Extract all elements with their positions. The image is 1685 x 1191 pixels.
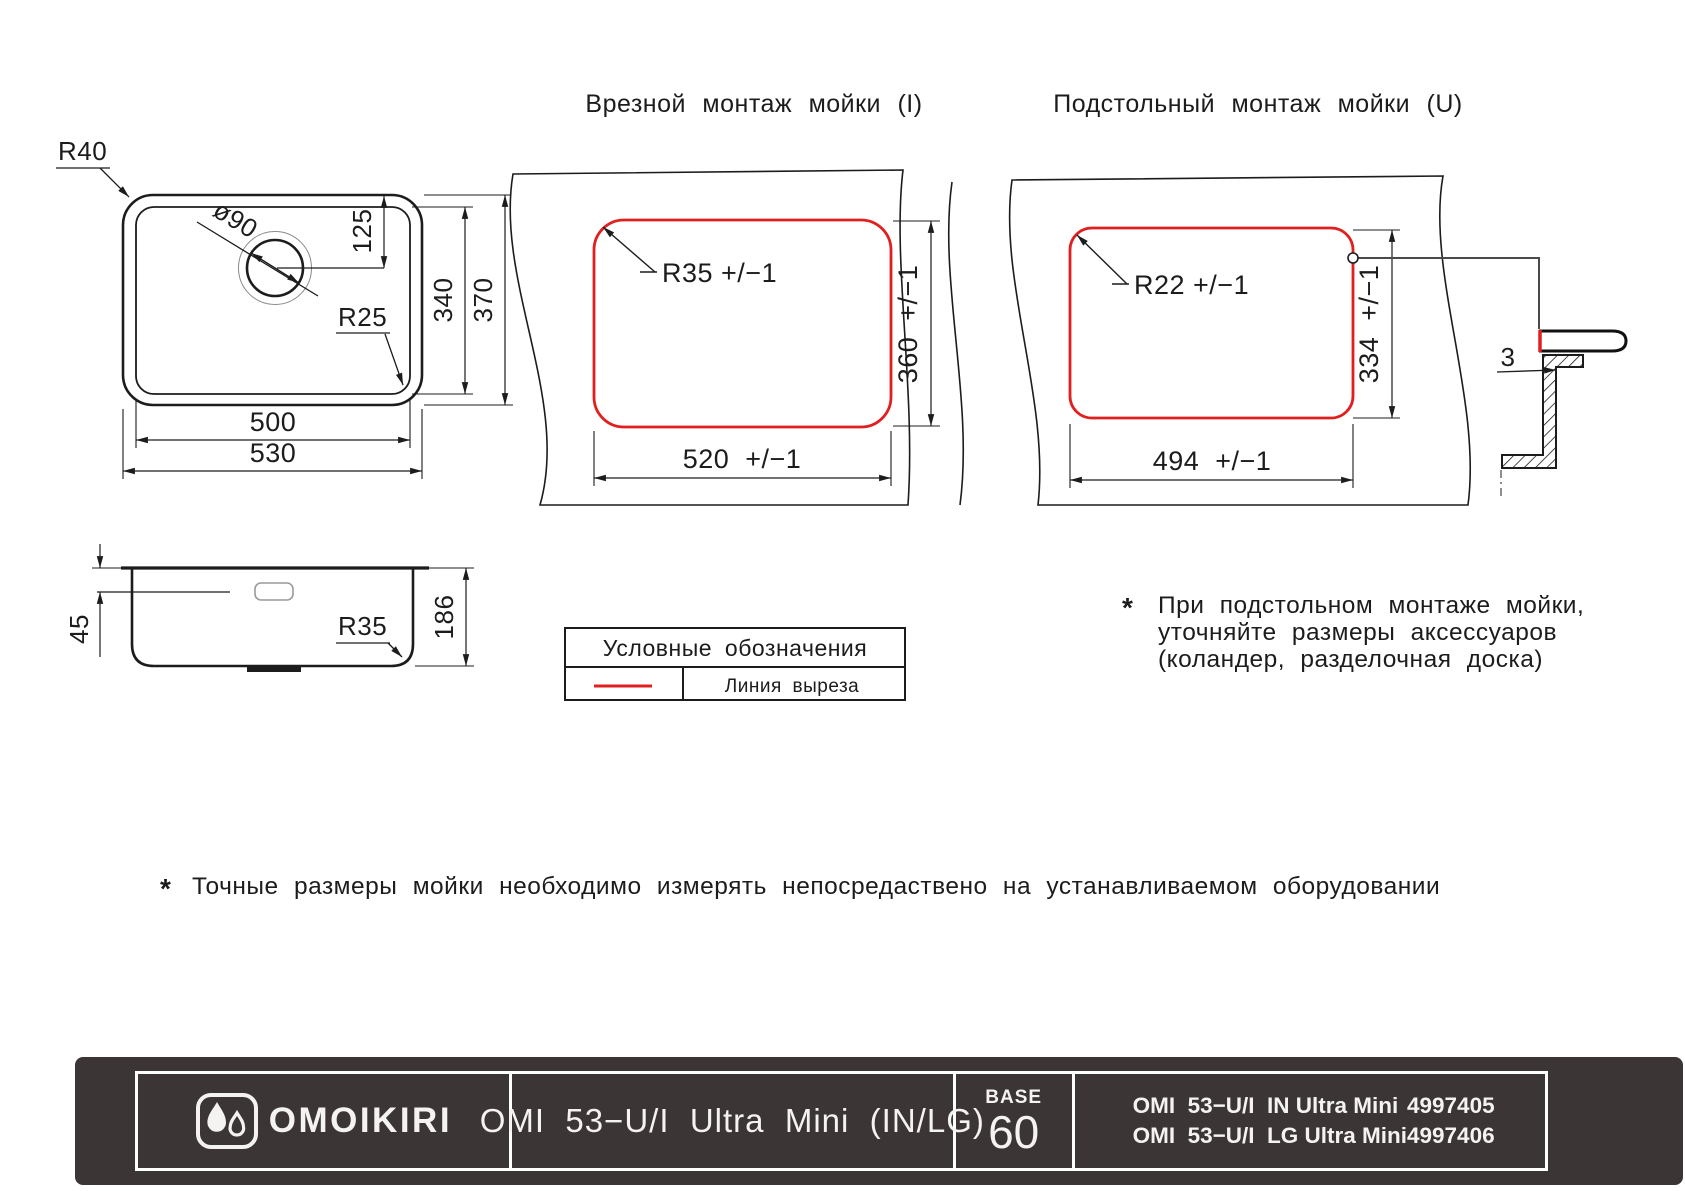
side-view xyxy=(92,544,474,669)
measure-note-marker: * xyxy=(160,873,172,904)
product-row xyxy=(1133,1123,1519,1149)
product-name: OMI 53−U/I IN Ultra Mini xyxy=(1132,1093,1399,1118)
section-detail xyxy=(1497,330,1626,496)
gap-label: 3 xyxy=(1500,342,1516,372)
under-width-label: 494 +/−1 xyxy=(1152,446,1272,476)
r40-label: R40 xyxy=(58,136,108,166)
diameter-dim-line xyxy=(197,222,318,296)
accessories-note-line2: уточняйте размеры аксессуаров xyxy=(1158,619,1557,646)
product-row xyxy=(1133,1093,1519,1119)
product-article: 4997406 xyxy=(1407,1123,1495,1148)
accessories-note xyxy=(1122,592,1584,673)
under-view xyxy=(949,176,1539,505)
inset-title: Врезной монтаж мойки (I) xyxy=(585,90,923,118)
inset-height-label: 360 +/−1 xyxy=(893,264,923,384)
inset-radius-label: R35 +/−1 xyxy=(662,258,778,288)
inset-width-label: 520 +/−1 xyxy=(682,444,802,474)
r25-label: R25 xyxy=(338,302,388,332)
sink-outer-outline xyxy=(123,195,422,405)
under-height-label: 334 +/−1 xyxy=(1354,264,1384,384)
r35s-leader xyxy=(388,643,402,657)
diameter-label: ø90 xyxy=(208,194,264,245)
product-article: 4997405 xyxy=(1407,1093,1495,1118)
dim-186-label: 186 xyxy=(429,594,459,640)
dim-530-label: 530 xyxy=(249,438,297,468)
dim-125-label: 125 xyxy=(347,208,377,254)
r35-side-label: R35 xyxy=(338,611,388,641)
products-cell xyxy=(1075,1074,1545,1168)
product-name: OMI 53−U/I LG Ultra Mini xyxy=(1132,1123,1407,1148)
water-drop-filled-icon xyxy=(207,1102,226,1132)
r25-leader xyxy=(385,334,403,385)
base-label: BASE xyxy=(985,1086,1043,1108)
cut-line-label: Линия выреза xyxy=(724,676,860,697)
brand-logo-icon xyxy=(195,1092,259,1150)
model-title: OMI 53−U/I Ultra Mini (IN/LG) xyxy=(479,1102,985,1139)
accessories-note-line3: (коландер, разделочная доска) xyxy=(1158,646,1543,673)
base-cell xyxy=(956,1074,1075,1168)
under-radius-label: R22 +/−1 xyxy=(1134,270,1250,300)
legend-title: Условные обозначения xyxy=(602,635,868,661)
overflow-hole xyxy=(255,583,293,600)
inset-view xyxy=(510,170,940,505)
legend-box xyxy=(565,628,905,700)
connector-node xyxy=(1348,253,1358,263)
model-title-cell xyxy=(479,1074,985,1168)
measure-note xyxy=(160,873,1440,904)
dim-500-label: 500 xyxy=(249,407,297,437)
sink-rim-section xyxy=(1539,331,1626,351)
brand-cell xyxy=(138,1074,512,1168)
measure-note-text: Точные размеры мойки необходимо измерять непосредаствено на устанавливаемом оборудовании xyxy=(192,873,1441,900)
dim-340-label: 340 xyxy=(428,277,458,323)
under-break-line xyxy=(949,182,964,505)
dim-370-label: 370 xyxy=(468,277,498,323)
title-block-frame xyxy=(135,1071,1548,1171)
r40-leader xyxy=(100,168,129,197)
accessories-note-marker: * xyxy=(1122,592,1134,623)
accessories-note-line1: При подстольном монтаже мойки, xyxy=(1158,592,1585,619)
base-value: 60 xyxy=(988,1105,1040,1158)
title-block xyxy=(75,1057,1683,1185)
dim-45-label: 45 xyxy=(64,614,94,644)
brand-name: OMOIKIRI xyxy=(268,1101,453,1140)
water-drop-outline-icon xyxy=(230,1113,244,1135)
under-title: Подстольный монтаж мойки (U) xyxy=(1053,90,1463,118)
